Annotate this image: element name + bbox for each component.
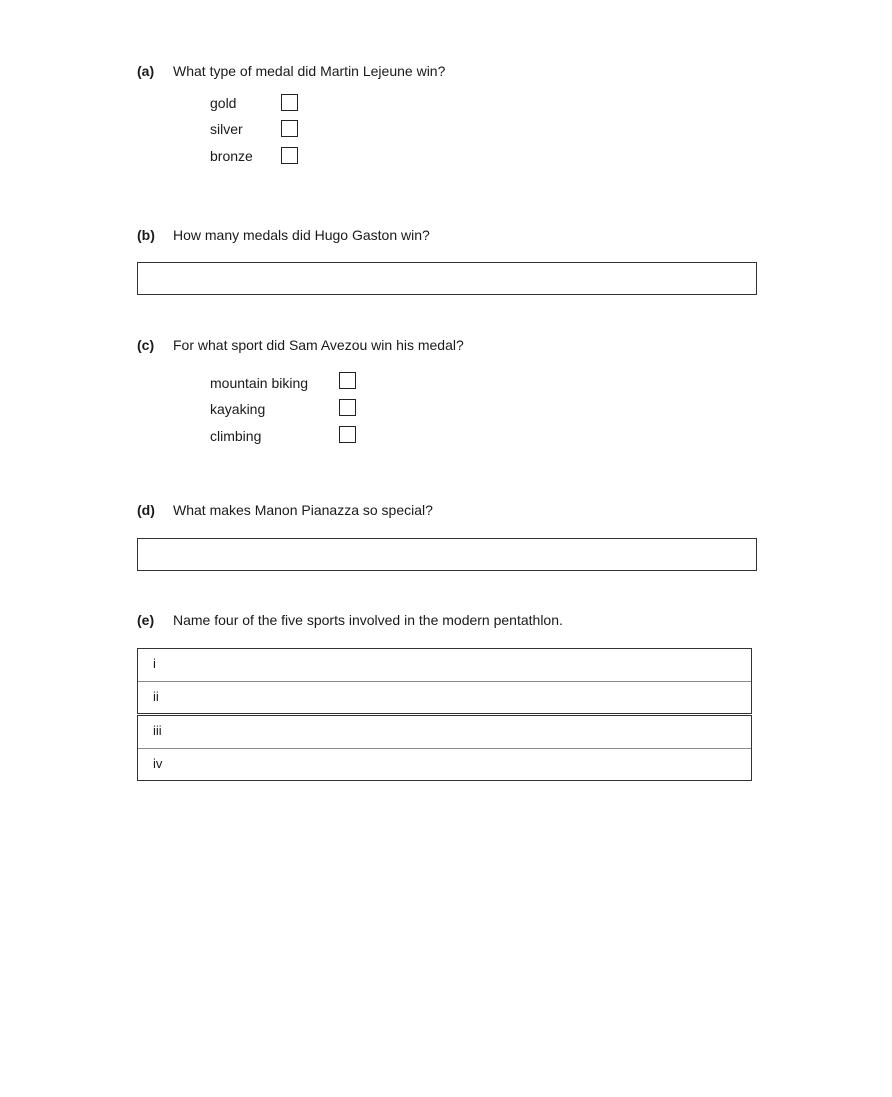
option-kayaking-checkbox[interactable] [339,399,356,416]
row-numeral: iv [153,756,163,771]
option-mountain-biking-checkbox[interactable] [339,372,356,389]
question-d-text: What makes Manon Pianazza so special? [173,502,433,518]
option-bronze-label: bronze [210,148,253,164]
option-gold-checkbox[interactable] [281,94,298,111]
answer-row-iv[interactable] [138,748,751,780]
row-numeral: ii [153,689,159,704]
answer-row-iii[interactable] [138,716,751,748]
option-gold-label: gold [210,95,237,111]
question-c-label: (c) [137,337,155,353]
option-mountain-biking-label: mountain biking [210,375,309,391]
question-b-text: How many medals did Hugo Gaston win? [173,227,430,243]
answer-row-ii[interactable] [138,681,751,713]
question-e-label: (e) [137,612,155,628]
answer-row-i[interactable] [138,649,751,681]
question-b-label: (b) [137,227,155,243]
option-bronze-checkbox[interactable] [281,147,298,164]
question-c-text: For what sport did Sam Avezou win his medal? [173,337,464,353]
pentathlon-answer-group-1 [137,648,752,714]
option-climbing-checkbox[interactable] [339,426,356,443]
option-climbing-label: climbing [210,428,262,444]
question-e-text: Name four of the five sports involved in the modern pentathlon. [173,612,563,628]
option-silver-checkbox[interactable] [281,120,298,137]
pentathlon-answer-group-2 [137,715,752,781]
option-silver-label: silver [210,121,243,137]
row-numeral: iii [153,723,162,738]
question-a-label: (a) [137,63,155,79]
question-a-text: What type of medal did Martin Lejeune win? [173,63,446,79]
answer-box-d[interactable] [137,538,757,571]
answer-box-b[interactable] [137,262,757,295]
option-kayaking-label: kayaking [210,401,266,417]
row-numeral: i [153,656,156,671]
question-d-label: (d) [137,502,155,518]
